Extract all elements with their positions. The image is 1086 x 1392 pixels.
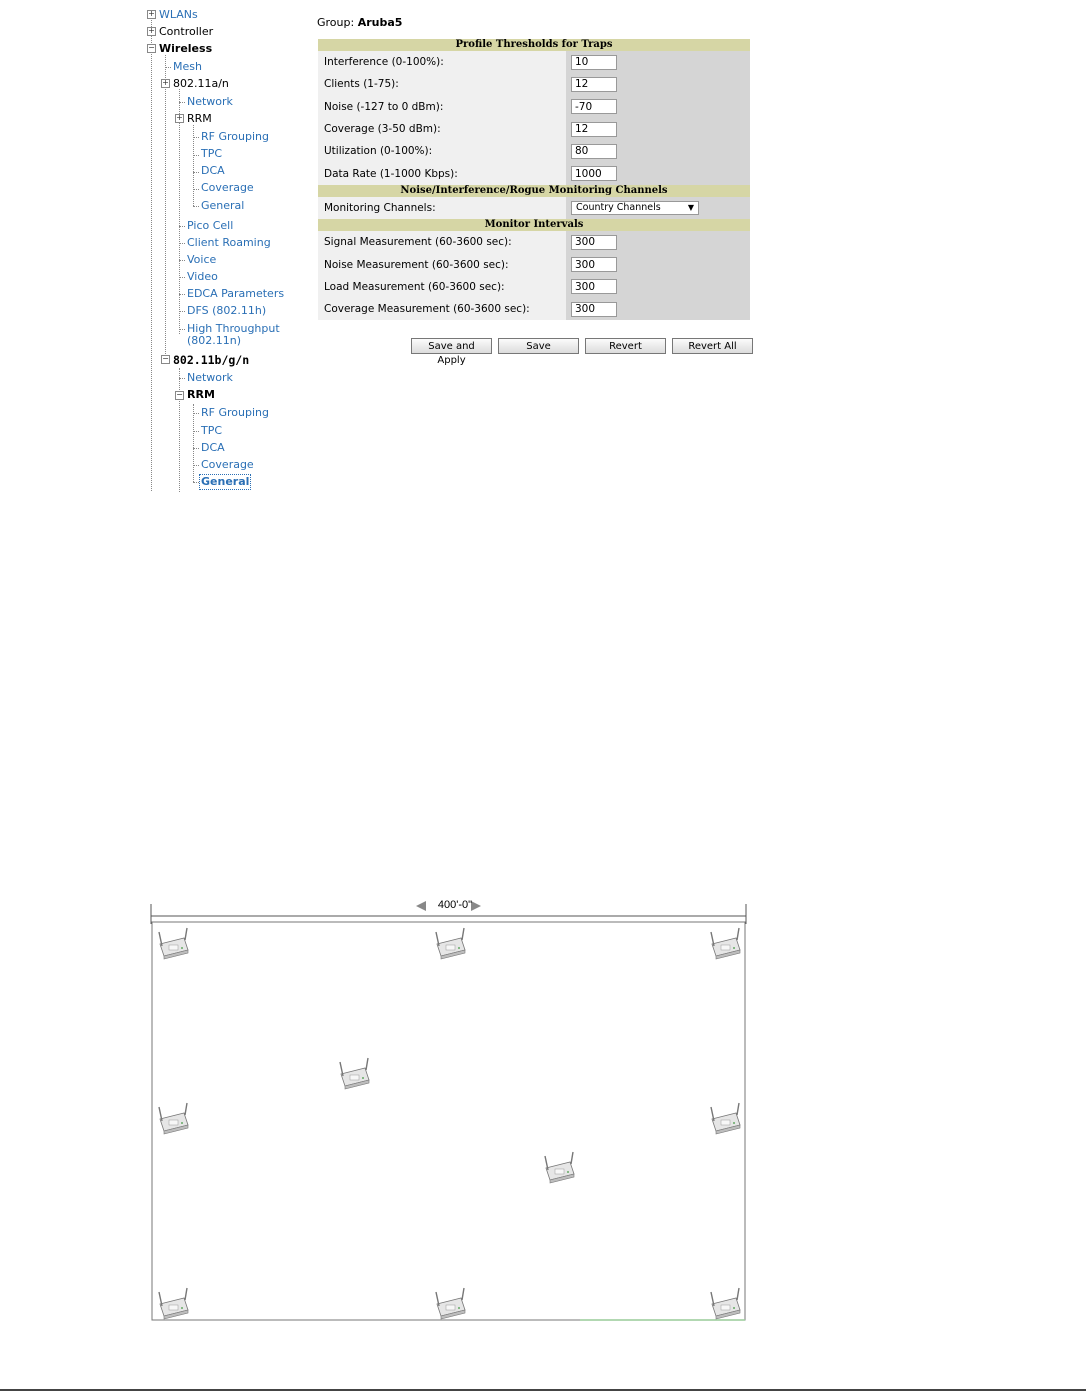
tree-item-wireless[interactable]: Wireless <box>159 42 213 55</box>
tree-guide-line <box>179 89 180 334</box>
tree-item-an-network[interactable]: Network <box>187 95 233 108</box>
tree-item-wlans[interactable]: WLANs <box>159 8 198 21</box>
tree-item-bgn-coverage[interactable]: Coverage <box>201 458 254 471</box>
tree-connector <box>193 413 199 414</box>
load-measurement-label: Load Measurement (60-3600 sec): <box>318 276 566 298</box>
form-row <box>318 118 750 140</box>
tree-item-bgn-general-selected[interactable]: General <box>201 475 250 488</box>
tree-connector <box>179 277 185 278</box>
group-name: Aruba5 <box>357 16 403 29</box>
tree-item-an-dca[interactable]: DCA <box>201 164 225 177</box>
revert-all-button[interactable]: Revert All <box>672 338 753 354</box>
tree-item-802-11bgn[interactable]: 802.11b/g/n <box>173 353 250 367</box>
clients-input[interactable] <box>571 77 617 92</box>
tree-connector <box>193 448 199 449</box>
tree-item-dfs[interactable]: DFS (802.11h) <box>187 304 267 317</box>
chevron-down-icon[interactable]: ▼ <box>687 203 694 213</box>
noise-label: Noise (-127 to 0 dBm): <box>318 96 566 118</box>
tree-item-802-11an[interactable]: 802.11a/n <box>173 77 229 90</box>
form-row <box>318 162 750 184</box>
tree-item-high-throughput[interactable]: High Throughput <box>187 322 280 335</box>
floor-plan-diagram <box>0 890 1086 1330</box>
coverage-input[interactable] <box>571 122 617 137</box>
expand-icon[interactable]: + <box>162 78 169 87</box>
tree-connector <box>193 189 199 190</box>
coverage-measurement-label: Coverage Measurement (60-3600 sec): <box>318 298 566 320</box>
tree-connector <box>193 206 199 207</box>
section-header-monitoring: Noise/Interference/Rogue Monitoring Channels <box>318 185 750 197</box>
form-row <box>318 197 750 219</box>
tree-item-client-roaming[interactable]: Client Roaming <box>187 236 271 249</box>
tree-connector <box>193 155 199 156</box>
tree-item-edca-parameters[interactable]: EDCA Parameters <box>187 287 285 300</box>
collapse-icon[interactable]: − <box>148 43 155 52</box>
revert-button[interactable]: Revert <box>585 338 666 354</box>
coverage-measurement-input[interactable] <box>571 302 617 317</box>
monitoring-channels-value: Country Channels <box>576 202 661 214</box>
monitoring-channels-select[interactable] <box>571 201 699 215</box>
tree-connector <box>179 311 185 312</box>
expand-icon[interactable]: + <box>148 9 155 18</box>
coverage-label: Coverage (3-50 dBm): <box>318 118 566 140</box>
section-header-thresholds: Profile Thresholds for Traps <box>318 39 750 51</box>
save-button[interactable]: Save <box>498 338 579 354</box>
tree-item-bgn-dca[interactable]: DCA <box>201 441 225 454</box>
form-row <box>318 253 750 275</box>
tree-item-controller[interactable]: Controller <box>159 25 214 38</box>
tree-item-an-coverage[interactable]: Coverage <box>201 181 254 194</box>
floor-outline <box>152 922 745 1320</box>
tree-connector <box>179 294 185 295</box>
tree-connector <box>179 243 185 244</box>
tree-item-bgn-network[interactable]: Network <box>187 371 233 384</box>
noise-input[interactable] <box>571 99 617 114</box>
expand-icon[interactable]: + <box>176 113 183 122</box>
interference-input[interactable] <box>571 55 617 70</box>
form-row <box>318 73 750 95</box>
tree-connector <box>193 465 199 466</box>
signal-measurement-label: Signal Measurement (60-3600 sec): <box>318 231 566 253</box>
tree-connector <box>179 226 185 227</box>
signal-measurement-input[interactable] <box>571 235 617 250</box>
tree-guide-line <box>151 14 152 491</box>
tree-item-bgn-rf-grouping[interactable]: RF Grouping <box>201 406 269 419</box>
section-header-intervals: Monitor Intervals <box>318 219 750 231</box>
form-row <box>318 276 750 298</box>
save-and-apply-button[interactable]: Save and Apply <box>411 338 492 354</box>
tree-item-high-throughput-sub[interactable]: (802.11n) <box>187 334 242 347</box>
utilization-input[interactable] <box>571 144 617 159</box>
tree-item-an-rf-grouping[interactable]: RF Grouping <box>201 130 269 143</box>
page-footer-rule <box>0 1389 1086 1391</box>
tree-connector <box>193 172 199 173</box>
data-rate-label: Data Rate (1-1000 Kbps): <box>318 162 566 184</box>
collapse-icon[interactable]: − <box>176 390 183 399</box>
form-buttons <box>411 338 753 366</box>
tree-connector <box>179 102 185 103</box>
group-heading <box>317 16 402 29</box>
tree-item-bgn-rrm[interactable]: RRM <box>187 388 215 401</box>
tree-item-bgn-tpc[interactable]: TPC <box>201 424 223 437</box>
clients-label: Clients (1-75): <box>318 73 566 95</box>
collapse-icon[interactable]: − <box>162 354 169 363</box>
tree-guide-line <box>179 368 180 492</box>
floor-width-dimension: 400'-0" <box>437 899 473 911</box>
rrm-general-form <box>318 39 750 320</box>
form-row <box>318 96 750 118</box>
group-label: Group: <box>317 16 355 29</box>
form-row <box>318 140 750 162</box>
tree-item-mesh[interactable]: Mesh <box>173 60 202 73</box>
tree-connector <box>193 431 199 432</box>
tree-connector <box>193 137 199 138</box>
load-measurement-input[interactable] <box>571 279 617 294</box>
monitoring-channels-label: Monitoring Channels: <box>318 197 566 219</box>
utilization-label: Utilization (0-100%): <box>318 140 566 162</box>
interference-label: Interference (0-100%): <box>318 51 566 73</box>
data-rate-input[interactable] <box>571 166 617 181</box>
expand-icon[interactable]: + <box>148 26 155 35</box>
tree-item-an-general[interactable]: General <box>201 199 245 212</box>
tree-item-voice[interactable]: Voice <box>187 253 217 266</box>
tree-guide-line <box>193 404 194 482</box>
tree-item-video[interactable]: Video <box>187 270 218 283</box>
tree-item-an-tpc[interactable]: TPC <box>201 147 223 160</box>
tree-connector <box>179 260 185 261</box>
tree-guide-line <box>165 55 166 360</box>
form-row <box>318 231 750 253</box>
tree-item-an-rrm[interactable]: RRM <box>187 112 212 125</box>
form-row <box>318 51 750 73</box>
noise-measurement-input[interactable] <box>571 257 617 272</box>
tree-connector <box>179 378 185 379</box>
tree-item-pico-cell[interactable]: Pico Cell <box>187 219 234 232</box>
tree-connector <box>179 329 185 330</box>
navigation-tree <box>0 0 310 495</box>
noise-measurement-label: Noise Measurement (60-3600 sec): <box>318 253 566 275</box>
tree-connector <box>165 67 171 68</box>
form-row <box>318 298 750 320</box>
